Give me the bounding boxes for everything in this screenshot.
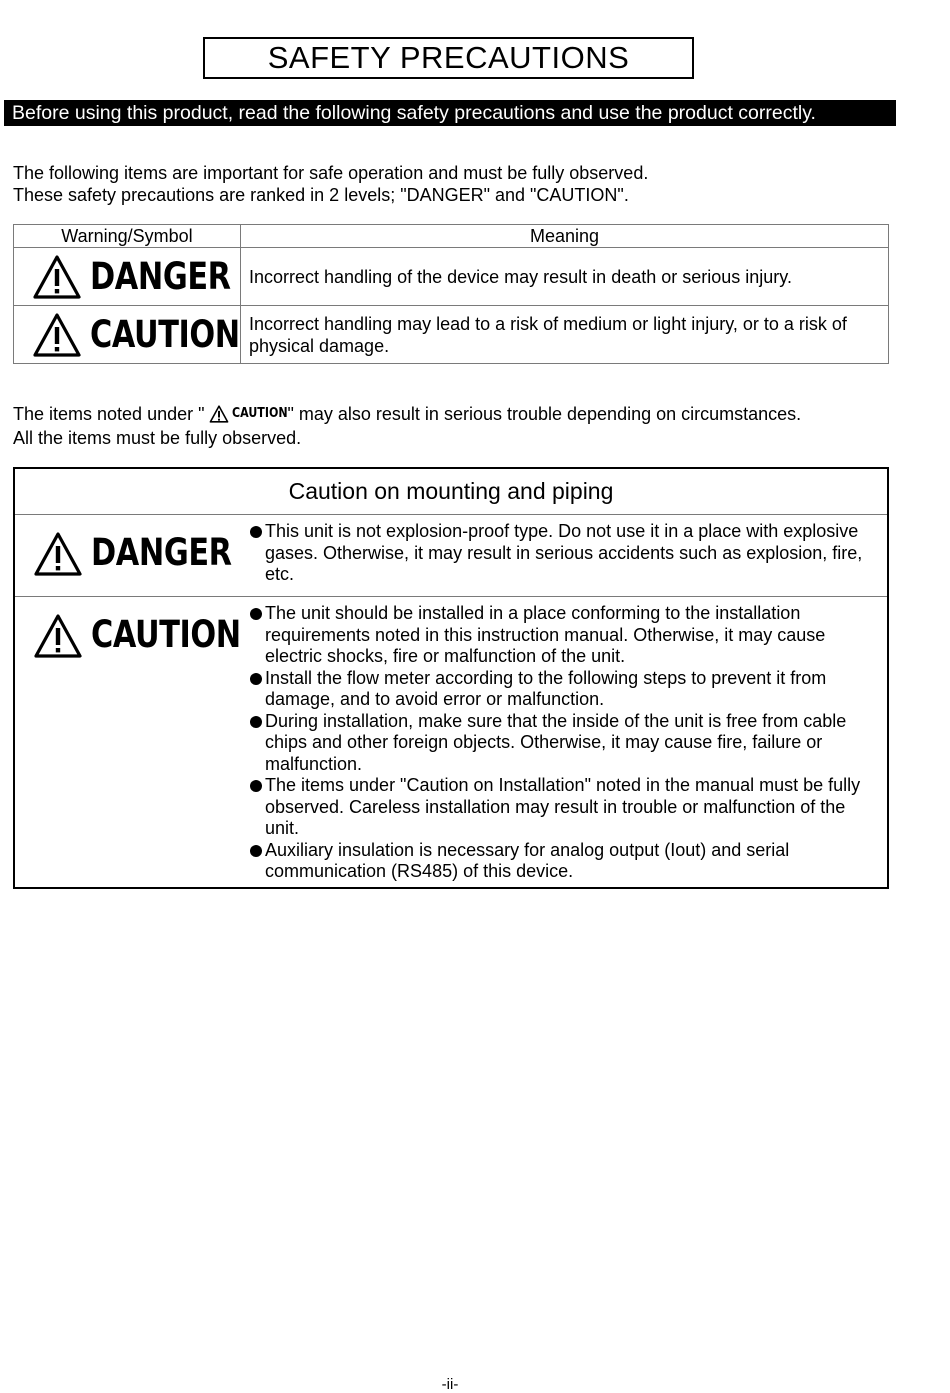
table-row xyxy=(14,248,889,306)
instruction-banner: Before using this product, read the following safety precautions and use the product correctly. xyxy=(4,100,896,126)
mounting-heading: Caution on mounting and piping xyxy=(15,469,887,515)
danger-label: DANGER xyxy=(91,531,232,574)
warning-triangle-icon xyxy=(32,312,82,358)
inline-caution-label: CAUTION xyxy=(231,406,288,421)
warning-triangle-icon xyxy=(32,254,82,300)
warning-triangle-icon xyxy=(33,613,83,659)
danger-symbol xyxy=(14,248,240,305)
intro-text xyxy=(13,162,648,206)
symbol-meaning-table xyxy=(13,224,889,364)
caution-symbol xyxy=(15,597,243,883)
inline-caution-symbol xyxy=(209,402,286,426)
list-item: Auxiliary insulation is necessary for analog output (Iout) and serial communication (RS485) of this device. xyxy=(243,840,881,883)
danger-item-list xyxy=(243,515,887,596)
note-after: " may also result in serious trouble depending on circumstances. xyxy=(287,404,802,424)
page-number: -ii- xyxy=(441,1376,459,1393)
list-item: The unit should be installed in a place conforming to the installation requirements noted in this instruction manual. Otherwise, it may cause electric shocks, fire or malfunction of the unit. xyxy=(243,603,881,668)
note-before: The items noted under " xyxy=(13,404,205,424)
warning-triangle-icon xyxy=(33,531,83,577)
caution-label: CAUTION xyxy=(90,313,240,356)
mounting-caution-row xyxy=(15,597,887,883)
list-item: This unit is not explosion-proof type. Do not use it in a place with explosive gases. Otherwise, it may result in serious accidents such as explosion, fire, etc. xyxy=(243,521,881,586)
list-item: Install the flow meter according to the following steps to prevent it from damage, and to avoid error or malfunction. xyxy=(243,668,881,711)
mounting-danger-row xyxy=(15,515,887,597)
intro-line: These safety precautions are ranked in 2 levels; "DANGER" and "CAUTION". xyxy=(13,185,629,205)
header-meaning: Meaning xyxy=(241,225,889,248)
note-text xyxy=(13,402,801,450)
mounting-caution-box xyxy=(13,467,889,889)
note-line: All the items must be fully observed. xyxy=(13,428,302,448)
table-header-row xyxy=(14,225,889,248)
page-title: SAFETY PRECAUTIONS xyxy=(203,37,694,79)
note-line xyxy=(13,402,801,426)
danger-label: DANGER xyxy=(90,255,231,298)
warning-triangle-icon xyxy=(209,405,229,423)
list-item: The items under "Caution on Installation" noted in the manual must be fully observed. Careless installation may result in trouble or malfunction of the unit. xyxy=(243,775,881,840)
caution-item-list xyxy=(243,597,887,883)
list-item: During installation, make sure that the inside of the unit is free from cable chips and other foreign objects. Otherwise, it may cause fire, failure or malfunction. xyxy=(243,711,881,776)
danger-symbol xyxy=(15,515,243,596)
table-row xyxy=(14,306,889,364)
header-warning-symbol: Warning/Symbol xyxy=(14,225,241,248)
caution-label: CAUTION xyxy=(91,613,241,656)
caution-symbol xyxy=(14,306,240,363)
intro-line: The following items are important for safe operation and must be fully observed. xyxy=(13,163,649,183)
caution-meaning: Incorrect handling may lead to a risk of medium or light injury, or to a risk of physical damage. xyxy=(241,306,889,364)
danger-meaning: Incorrect handling of the device may result in death or serious injury. xyxy=(241,248,889,306)
